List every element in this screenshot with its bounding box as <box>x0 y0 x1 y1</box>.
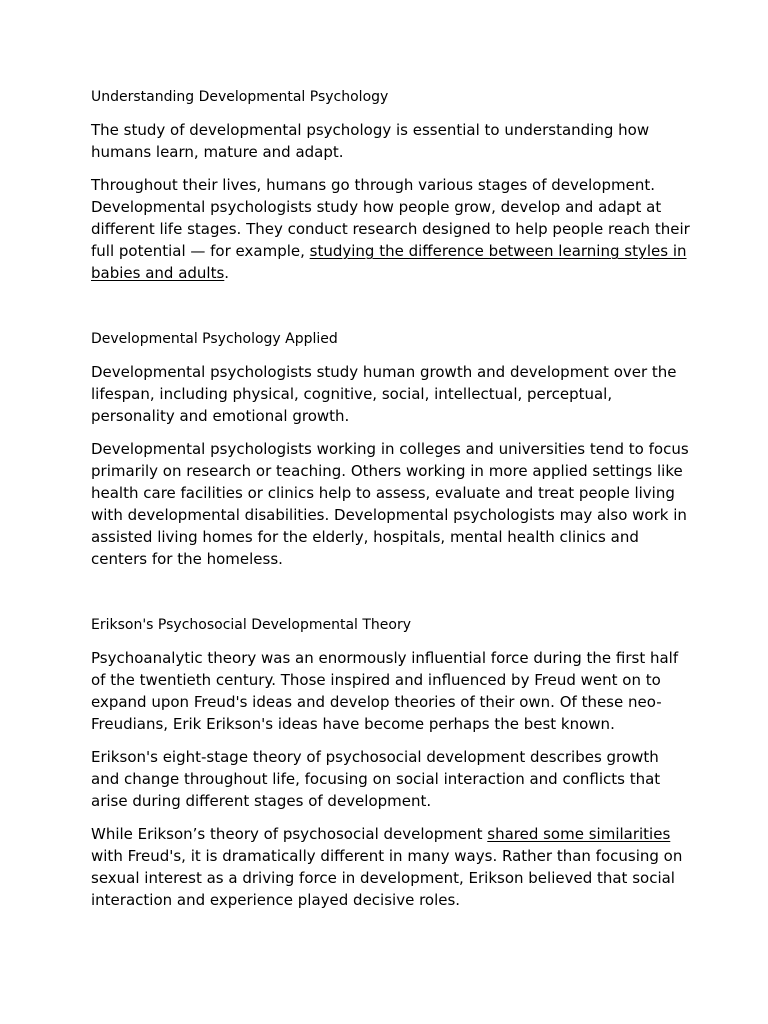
paragraph-text: Throughout their lives, humans go through various stages of development. Developmental psychologists study how people grow, develop and adapt at different life stages. They conduct research designed to help people reach their full potential — for example, <box>91 176 690 260</box>
section-erikson <box>91 614 691 911</box>
section-heading: Erikson's Psychosocial Developmental Theory <box>91 617 412 633</box>
document-body <box>91 86 691 922</box>
paragraph: Developmental psychologists working in colleges and universities tend to focus primarily on research or teaching. Others working in more applied settings like health care facilities or clinics help to assess, evaluate and treat people living with developmental disabilities. Developmental psychologists may also work in assisted living homes for the elderly, hospitals, mental health clinics and centers for the homeless. <box>91 440 689 568</box>
section-heading: Understanding Developmental Psychology <box>91 89 389 105</box>
paragraph: Psychoanalytic theory was an enormously influential force during the first half of the twentieth century. Those inspired and influenced by Freud went on to expand upon Freud's ideas and develop theories of their own. Of these neo-Freudians, Erik Erikson's ideas have become perhaps the best known. <box>91 649 679 733</box>
paragraph-with-link <box>91 174 691 284</box>
paragraph-text: . <box>224 264 230 282</box>
section-understanding <box>91 86 691 284</box>
paragraph: The study of developmental psychology is essential to understanding how humans learn, mature and adapt. <box>91 121 650 161</box>
paragraph-with-link <box>91 823 691 911</box>
section-applied <box>91 328 691 570</box>
shared-similarities-link[interactable]: shared some similarities <box>487 825 671 843</box>
learning-styles-link[interactable]: studying the difference between learning styles in babies and adults <box>91 242 687 282</box>
paragraph-text: with Freud's, it is dramatically different in many ways. Rather than focusing on sexual interest as a driving force in development, Erikson believed that social interaction and experience played decisive roles. <box>91 847 683 909</box>
section-heading: Developmental Psychology Applied <box>91 331 338 347</box>
paragraph: Developmental psychologists study human growth and development over the lifespan, including physical, cognitive, social, intellectual, perceptual, personality and emotional growth. <box>91 363 677 425</box>
paragraph-text: While Erikson’s theory of psychosocial development <box>91 825 488 843</box>
paragraph: Erikson's eight-stage theory of psychosocial development describes growth and change throughout life, focusing on social interaction and conflicts that arise during different stages of development. <box>91 748 661 810</box>
